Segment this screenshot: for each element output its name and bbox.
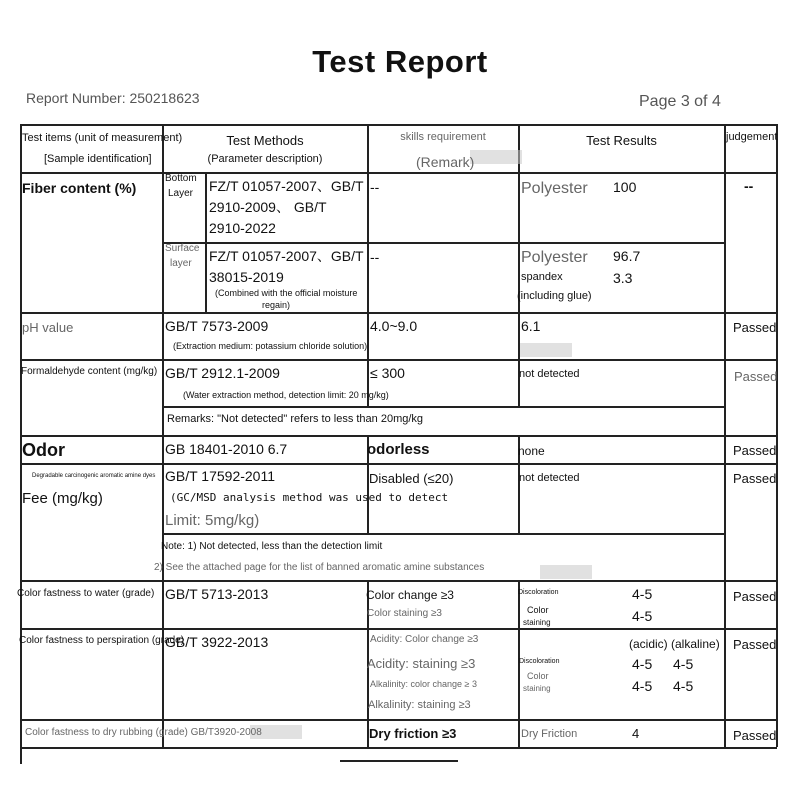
table-rule bbox=[20, 719, 777, 721]
column-header-results: Test Results bbox=[586, 133, 657, 148]
formaldehyde-remarks: Remarks: "Not detected" refers to less than 20mg/kg bbox=[167, 413, 424, 425]
amine-judgement: Passed bbox=[733, 471, 777, 486]
amine-requirement: Disabled (≤20) bbox=[369, 471, 454, 486]
odor-item: Odor bbox=[22, 440, 65, 460]
odor-requirement: odorless bbox=[367, 441, 430, 458]
table-rule bbox=[20, 312, 777, 314]
surface-result-value: 3.3 bbox=[613, 270, 633, 286]
table-rule bbox=[162, 533, 724, 535]
water-result-label: staining bbox=[523, 618, 551, 627]
perspiration-result-header: (acidic) (alkaline) bbox=[629, 637, 720, 651]
odor-judgement: Passed bbox=[733, 443, 777, 458]
table-rule bbox=[20, 580, 777, 582]
amine-method-note: (GC/MSD analysis method was used to detect bbox=[170, 491, 449, 504]
perspiration-requirement: Acidity: staining ≥3 bbox=[367, 656, 476, 671]
signature-line bbox=[340, 760, 458, 762]
formaldehyde-method: GB/T 2912.1-2009 bbox=[165, 365, 280, 381]
bottom-layer-result-name: Polyester bbox=[521, 180, 588, 197]
surface-layer-label: layer bbox=[170, 258, 192, 269]
amine-note: 2) See the attached page for the list of banned aromatic amine substances bbox=[154, 562, 485, 573]
column-header-methods-sub: (Parameter description) bbox=[207, 153, 323, 165]
table-rule bbox=[776, 124, 778, 747]
amine-result: not detected bbox=[519, 472, 580, 484]
surface-layer-requirement: -- bbox=[370, 249, 380, 265]
table-rule bbox=[20, 124, 777, 126]
page-title: Test Report bbox=[312, 44, 488, 79]
odor-result: none bbox=[518, 444, 545, 458]
odor-method: GB 18401-2010 6.7 bbox=[165, 441, 288, 457]
bottom-layer-method: FZ/T 01057-2007、GB/T bbox=[209, 178, 364, 194]
perspiration-requirement: Alkalinity: staining ≥3 bbox=[368, 699, 471, 711]
table-rule bbox=[20, 628, 777, 630]
perspiration-result-label: staining bbox=[523, 684, 551, 693]
water-item: Color fastness to water (grade) bbox=[17, 588, 155, 599]
surface-layer-method: FZ/T 01057-2007、GB/T bbox=[209, 248, 364, 264]
water-requirement: Color change ≥3 bbox=[366, 588, 454, 602]
surface-layer-note: regain) bbox=[262, 300, 291, 310]
perspiration-alkaline-value: 4-5 bbox=[673, 656, 694, 672]
perspiration-alkaline-value: 4-5 bbox=[673, 678, 694, 694]
perspiration-method: GB/T 3922-2013 bbox=[165, 634, 269, 650]
table-rule bbox=[518, 124, 520, 406]
rubbing-result-value: 4 bbox=[632, 726, 640, 741]
fiber-judgement: -- bbox=[744, 178, 754, 194]
surface-result-name: Polyester bbox=[521, 249, 588, 266]
table-rule bbox=[20, 463, 777, 465]
amine-limit: Limit: 5mg/kg) bbox=[165, 512, 260, 529]
formaldehyde-result: not detected bbox=[519, 368, 580, 380]
bottom-layer-result-value: 100 bbox=[613, 179, 637, 195]
surface-layer-label: Surface bbox=[165, 243, 200, 254]
formaldehyde-judgement: Passed bbox=[734, 369, 778, 384]
perspiration-requirement: Acidity: Color change ≥3 bbox=[370, 634, 479, 645]
column-header-items: Test items (unit of measurement) bbox=[22, 132, 183, 144]
perspiration-requirement: Alkalinity: color change ≥ 3 bbox=[370, 679, 477, 689]
amine-method: GB/T 17592-2011 bbox=[165, 468, 276, 484]
water-method: GB/T 5713-2013 bbox=[165, 586, 269, 602]
watermark-mark bbox=[470, 150, 522, 164]
water-result-label: Discoloration bbox=[518, 589, 559, 596]
watermark-mark bbox=[540, 565, 592, 579]
table-rule bbox=[205, 172, 207, 312]
amine-note: Note: 1) Not detected, less than the detection limit bbox=[161, 541, 383, 552]
page-number: Page 3 of 4 bbox=[639, 93, 721, 110]
surface-layer-note: (Combined with the official moisture bbox=[215, 288, 358, 298]
water-judgement: Passed bbox=[733, 589, 777, 604]
perspiration-judgement: Passed bbox=[733, 637, 777, 652]
perspiration-result-label: Color bbox=[527, 671, 549, 681]
table-rule bbox=[20, 435, 777, 437]
ph-requirement: 4.0~9.0 bbox=[370, 318, 418, 334]
water-result-value: 4-5 bbox=[632, 586, 653, 602]
table-rule bbox=[20, 359, 777, 361]
table-rule bbox=[724, 124, 726, 747]
water-result-label: Color bbox=[527, 605, 549, 615]
rubbing-judgement: Passed bbox=[733, 728, 777, 743]
bottom-layer-method: 2910-2009、 GB/T bbox=[209, 199, 327, 215]
amine-item-small: Degradable carcinogenic aromatic amine dyes bbox=[32, 473, 156, 479]
bottom-layer-requirement: -- bbox=[370, 179, 380, 195]
perspiration-result-label: Discoloration bbox=[519, 658, 560, 665]
column-header-items-sub: [Sample identification] bbox=[44, 153, 152, 165]
formaldehyde-method-note: (Water extraction method, detection limit: 20 mg/kg) bbox=[183, 390, 389, 400]
perspiration-acid-value: 4-5 bbox=[632, 678, 653, 694]
rubbing-requirement: Dry friction ≥3 bbox=[369, 726, 457, 741]
table-rule bbox=[162, 124, 164, 747]
table-rule bbox=[20, 747, 777, 749]
column-header-judgement: judgement bbox=[726, 131, 778, 143]
table-rule bbox=[162, 242, 724, 244]
perspiration-acid-value: 4-5 bbox=[632, 656, 653, 672]
table-rule bbox=[367, 124, 369, 406]
water-requirement: Color staining ≥3 bbox=[367, 608, 442, 619]
table-rule bbox=[162, 406, 724, 408]
perspiration-item: Color fastness to perspiration (grade) bbox=[19, 635, 185, 646]
fiber-content-item: Fiber content (%) bbox=[22, 180, 137, 196]
column-header-requirement: skills requirement bbox=[400, 131, 486, 143]
formaldehyde-item: Formaldehyde content (mg/kg) bbox=[21, 366, 158, 377]
bottom-layer-label: Layer bbox=[168, 188, 194, 199]
column-header-requirement-sub: (Remark) bbox=[416, 154, 475, 170]
amine-item: Fee (mg/kg) bbox=[22, 490, 103, 507]
bottom-layer-method: 2910-2022 bbox=[209, 220, 276, 236]
column-header-methods: Test Methods bbox=[226, 133, 304, 148]
water-result-value: 4-5 bbox=[632, 608, 653, 624]
table-rule bbox=[20, 172, 777, 174]
rubbing-result-label: Dry Friction bbox=[521, 728, 578, 740]
surface-result-value: 96.7 bbox=[613, 248, 641, 264]
surface-layer-method: 38015-2019 bbox=[209, 269, 284, 285]
report-number: Report Number: 250218623 bbox=[26, 90, 200, 106]
ph-method-note: (Extraction medium: potassium chloride solution) bbox=[173, 341, 368, 351]
ph-item: pH value bbox=[22, 320, 74, 335]
ph-method: GB/T 7573-2009 bbox=[165, 318, 269, 334]
watermark-mark bbox=[520, 343, 572, 357]
ph-result: 6.1 bbox=[521, 318, 541, 334]
formaldehyde-requirement: ≤ 300 bbox=[370, 365, 405, 381]
rubbing-item: Color fastness to dry rubbing (grade) GB/T3920-2008 bbox=[25, 727, 262, 738]
surface-result-name: spandex bbox=[521, 271, 563, 283]
bottom-layer-label: Bottom bbox=[165, 173, 197, 184]
surface-result-note: (including glue) bbox=[517, 290, 592, 302]
ph-judgement: Passed bbox=[733, 320, 777, 335]
